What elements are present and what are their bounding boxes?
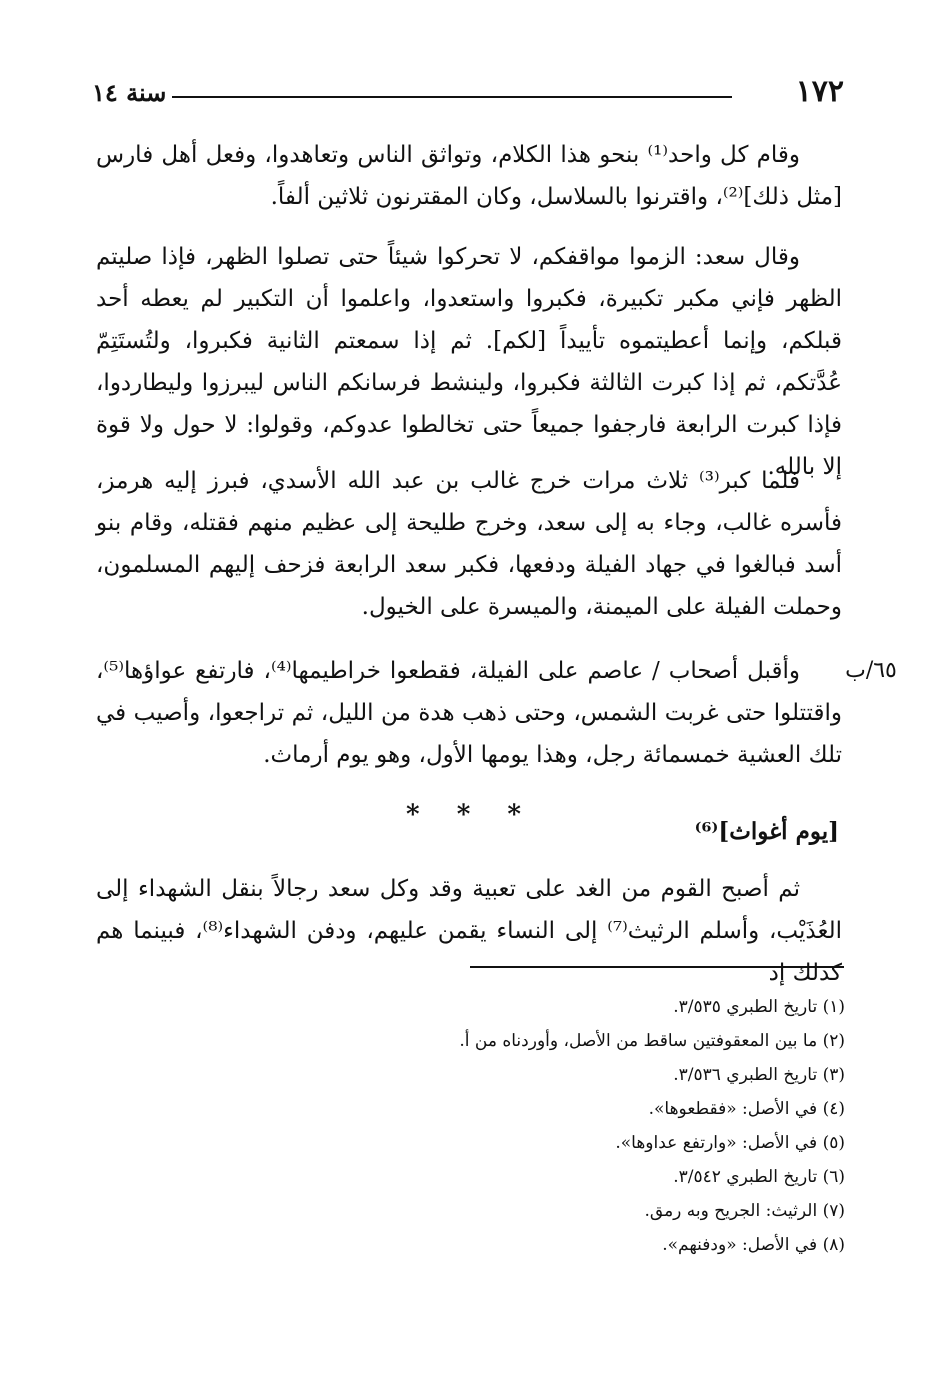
paragraph-4-text: وأقبل أصحاب / عاصم على الفيلة، فقطعوا خراطيمها⁽⁴⁾، فارتفع عواؤها⁽⁵⁾، واقتتلوا حتى غربت الشمس، وحتى ذهب هدة من الليل، ثم تراجعوا، وأصيب في تلك العشية خمسمائة رجل، وهذا يومها الأول، وهو يوم أرماث. <box>96 658 842 768</box>
footnote-2: (٢) ما بين المعقوفتين ساقط من الأصل، وأوردناه من أ. <box>459 1031 845 1051</box>
paragraph-5-text: ثم أصبح القوم من الغد على تعبية وقد وكل سعد رجالاً بنقل الشهداء إلى العُذَيْب، وأسلم الرثيث⁽⁷⁾ إلى النساء يقمن عليهم، ودفن الشهداء⁽⁸⁾، فبينما هم كذلك إذ <box>96 876 842 986</box>
paragraph-3-text: فلما كبر⁽³⁾ ثلاث مرات خرج غالب بن عبد الله الأسدي، فبرز إليه هرمز، فأسره غالب، وجاء به إلى سعد، وخرج طليحة إلى عظيم منهم فقتله، وقام بنو أسد فبالغوا في جهاد الفيلة ودفعها، فكبر سعد الرابعة فزحف إليهم المسلمون، وحملت الفيلة على الميمنة، والميسرة على الخيول. <box>96 468 842 620</box>
footnote-5: (٥) في الأصل: «وارتفع عداوها». <box>615 1133 845 1153</box>
header-rule <box>172 96 732 98</box>
footnotes <box>325 990 845 1262</box>
footnote-1: (١) تاريخ الطبري ٣/٥٣٥. <box>673 997 845 1017</box>
paragraph-5 <box>96 868 842 994</box>
section-separator: * * * <box>406 800 535 830</box>
paragraph-2 <box>96 236 842 488</box>
footnote-7: (٧) الرثيث: الجريح وبه رمق. <box>644 1201 845 1221</box>
footnote-rule <box>470 966 844 968</box>
footnote-3: (٣) تاريخ الطبري ٣/٥٣٦. <box>673 1065 845 1085</box>
page-header <box>92 74 844 114</box>
page-number: ١٧٢ <box>795 74 844 109</box>
paragraph-4 <box>96 650 842 776</box>
paragraph-2-text: وقال سعد: الزموا مواقفكم، لا تحركوا شيئاً حتى تصلوا الظهر، فإذا صليتم الظهر فإني مكبر تكبيرة، فكبروا واستعدوا، واعلموا أن التكبير لم يعطه أحد قبلكم، وإنما أعطيتموه تأييداً [لكم]. ثم إذا سمعتم الثانية فكبروا، ولتُستَتِمّ عُدَّتكم، ثم إذا كبرت الثالثة فكبروا، ولينشط فرسانكم الناس ليبرزوا وليطاردوا، فإذا كبرت الرابعة فارجفوا جميعاً حتى تخالطوا عدوكم، وقولوا: لا حول ولا قوة إلا بالله. <box>96 244 842 480</box>
paragraph-1-text: وقام كل واحد⁽¹⁾ بنحو هذا الكلام، وتواثق الناس وتعاهدوا، وفعل أهل فارس [مثل ذلك]⁽²⁾، واقترنوا بالسلاسل، وكان المقترنون ثلاثين ألفاً. <box>96 142 842 210</box>
folio-margin-note: ٦٥/ب <box>845 658 897 683</box>
section-heading: [يوم أغواث]⁽⁶⁾ <box>694 818 839 845</box>
footnote-8: (٨) في الأصل: «ودفنهم». <box>662 1235 845 1255</box>
footnote-4: (٤) في الأصل: «فقطعوها». <box>648 1099 845 1119</box>
paragraph-3 <box>96 460 842 628</box>
footnote-6: (٦) تاريخ الطبري ٣/٥٤٢. <box>673 1167 845 1187</box>
paragraph-1 <box>96 134 842 218</box>
running-title: سنة ١٤ <box>92 78 167 107</box>
